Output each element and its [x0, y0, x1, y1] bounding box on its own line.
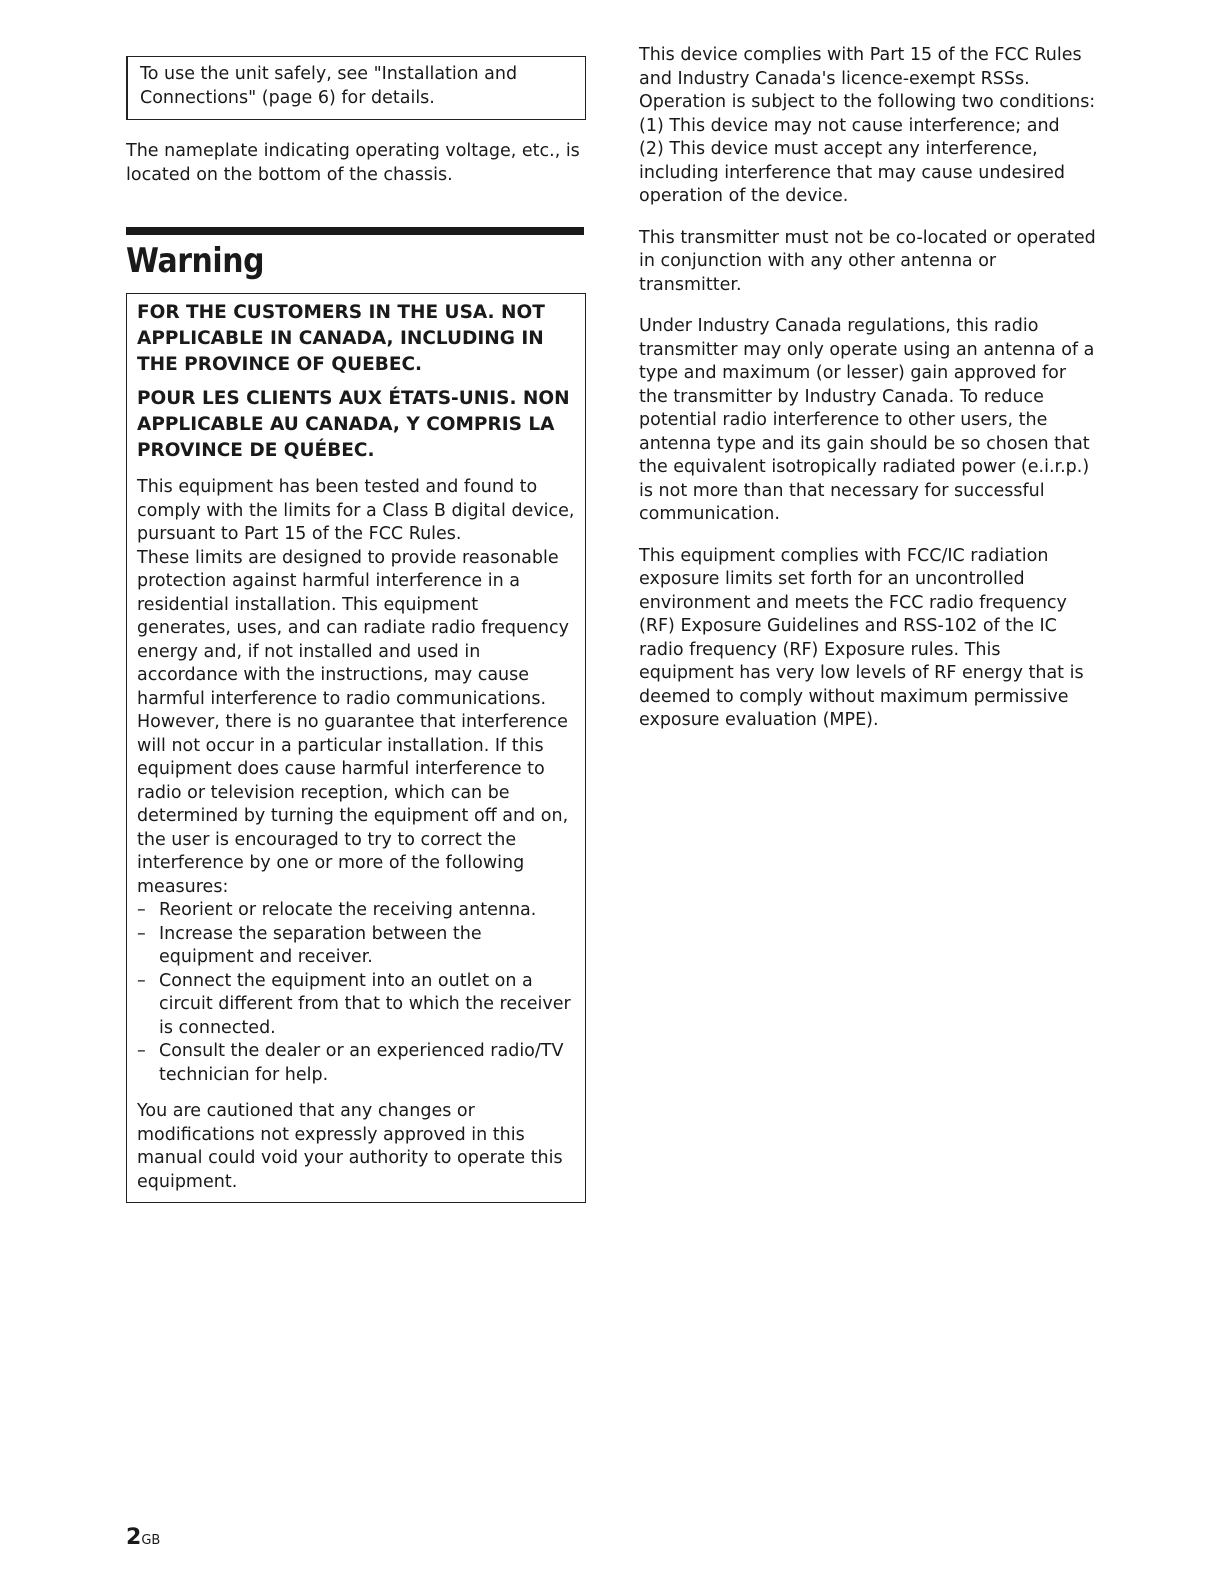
colocation-statement: This transmitter must not be co-located or operated in conjunction with any other antenna or transmitter. — [639, 227, 1096, 295]
heading-rule — [126, 227, 584, 235]
us-notice-fr: POUR LES CLIENTS AUX ÉTATS-UNIS. NON APPLICABLE AU CANADA, Y COMPRIS LA PROVINCE DE QUÉBEC. — [137, 388, 570, 461]
right-column — [639, 44, 1099, 751]
nameplate-note: The nameplate indicating operating voltage, etc., is located on the bottom of the chassis. — [126, 141, 580, 185]
compliance-intro: This device complies with Part 15 of the FCC Rules and Industry Canada's licence-exempt RSSs. Operation is subject to the following two conditions: — [639, 45, 1096, 112]
safety-note: To use the unit safely, see "Installation and Connections" (page 6) for details. — [140, 64, 518, 108]
list-item: – Connect the equipment into an outlet on a circuit different from that to which the receiver is connected. — [137, 970, 575, 1041]
page-number-suffix: GB — [141, 1533, 161, 1548]
measures-list — [137, 899, 575, 1087]
fcc-class-b-statement: This equipment has been tested and found to comply with the limits for a Class B digital device, pursuant to Part 15 of the FCC Rules. — [137, 477, 575, 544]
page-number — [126, 1525, 160, 1550]
page-number-value: 2 — [126, 1525, 142, 1550]
warning-heading: Warning — [126, 241, 265, 281]
rf-exposure-statement: This equipment complies with FCC/IC radiation exposure limits set forth for an uncontrolled environment and meets the FCC radio frequency (RF) Exposure Guidelines and RSS-102 of the IC radio frequency (RF) Exposure rules. This equipment has very low levels of RF energy that is deemed to comply without maximum permissive exposure evaluation (MPE). — [639, 545, 1084, 730]
condition-2: (2) This device must accept any interference, including interference that may cause undesired operation of the device. — [639, 139, 1065, 206]
safety-note-box — [126, 56, 586, 120]
condition-1: (1) This device may not cause interference; and — [639, 115, 1060, 136]
modification-caution: You are cautioned that any changes or modifications not expressly approved in this manual could void your authority to operate this equipment. — [137, 1101, 563, 1192]
ic-regulations-statement: Under Industry Canada regulations, this radio transmitter may only operate using an antenna of a type and maximum (or lesser) gain approved for the transmitter by Industry Canada. To reduce potential radio interference to other users, the antenna type and its gain should be so chosen that the equivalent isotropically radiated power (e.i.r.p.) is not more than that necessary for successful communication. — [639, 316, 1095, 524]
list-item: – Increase the separation between the equipment and receiver. — [137, 923, 575, 970]
list-item: – Consult the dealer or an experienced radio/TV technician for help. — [137, 1040, 575, 1087]
warning-box — [126, 293, 586, 1203]
us-notice-en: FOR THE CUSTOMERS IN THE USA. NOT APPLICABLE IN CANADA, INCLUDING IN THE PROVINCE OF QUEBEC. — [137, 302, 545, 375]
list-item: – Reorient or relocate the receiving antenna. — [137, 899, 575, 923]
left-column — [126, 56, 586, 1203]
fcc-interference-statement: These limits are designed to provide reasonable protection against harmful interference in a residential installation. This equipment generates, uses, and can radiate radio frequency energy and, if not installed and used in accordance with the instructions, may cause harmful interference to radio communications. However, there is no guarantee that interference will not occur in a particular installation. If this equipment does cause harmful interference to radio or television reception, which can be determined by turning the equipment off and on, the user is encouraged to try to correct the interference by one or more of the following measures: — [137, 547, 569, 897]
